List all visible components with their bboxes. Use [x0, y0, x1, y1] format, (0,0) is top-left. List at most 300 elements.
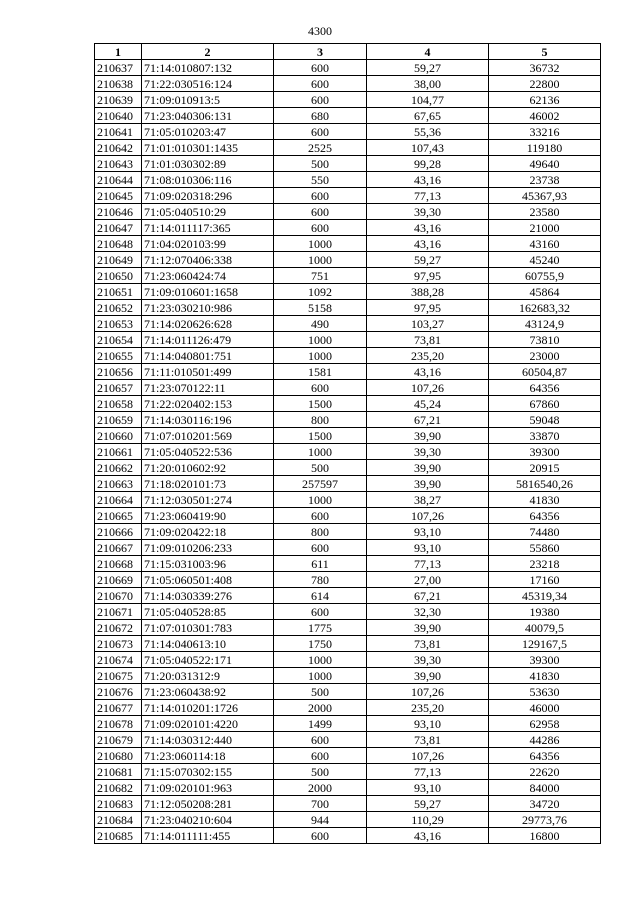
table-row [95, 284, 601, 300]
cell-amount-value: 64356 [489, 380, 601, 396]
cell-area-value: 1000 [274, 332, 367, 348]
cell-rate-value: 73,81 [367, 332, 489, 348]
cell-cadastral-code: 71:09:020422:18 [142, 524, 274, 540]
cell-amount-value: 21000 [489, 220, 601, 236]
table-row [95, 748, 601, 764]
table-row [95, 236, 601, 252]
cell-amount-value: 16800 [489, 828, 601, 844]
table-row [95, 172, 601, 188]
cell-row-number: 210662 [95, 460, 142, 476]
cell-rate-value: 39,90 [367, 428, 489, 444]
cell-area-value: 2000 [274, 700, 367, 716]
table-row [95, 828, 601, 844]
table-row [95, 268, 601, 284]
cell-row-number: 210685 [95, 828, 142, 844]
header-col-5: 5 [489, 44, 601, 60]
cell-rate-value: 39,90 [367, 476, 489, 492]
cell-cadastral-code: 71:05:060501:408 [142, 572, 274, 588]
table-row [95, 700, 601, 716]
cell-row-number: 210681 [95, 764, 142, 780]
cell-row-number: 210683 [95, 796, 142, 812]
cell-cadastral-code: 71:09:010601:1658 [142, 284, 274, 300]
cell-amount-value: 59048 [489, 412, 601, 428]
cell-row-number: 210646 [95, 204, 142, 220]
cell-row-number: 210655 [95, 348, 142, 364]
cell-cadastral-code: 71:09:020318:296 [142, 188, 274, 204]
cell-area-value: 614 [274, 588, 367, 604]
cell-amount-value: 34720 [489, 796, 601, 812]
cell-amount-value: 41830 [489, 492, 601, 508]
cell-rate-value: 97,95 [367, 300, 489, 316]
header-col-1: 1 [95, 44, 142, 60]
table-row [95, 796, 601, 812]
cell-rate-value: 27,00 [367, 572, 489, 588]
cell-cadastral-code: 71:08:010306:116 [142, 172, 274, 188]
cell-area-value: 1775 [274, 620, 367, 636]
cell-cadastral-code: 71:20:031312:9 [142, 668, 274, 684]
cell-cadastral-code: 71:12:070406:338 [142, 252, 274, 268]
header-col-4: 4 [367, 44, 489, 60]
cell-cadastral-code: 71:14:010201:1726 [142, 700, 274, 716]
cell-row-number: 210679 [95, 732, 142, 748]
cell-rate-value: 93,10 [367, 780, 489, 796]
table-row [95, 636, 601, 652]
cell-row-number: 210668 [95, 556, 142, 572]
cell-cadastral-code: 71:01:030302:89 [142, 156, 274, 172]
table-row [95, 108, 601, 124]
cell-area-value: 1581 [274, 364, 367, 380]
cell-cadastral-code: 71:23:070122:11 [142, 380, 274, 396]
cell-rate-value: 235,20 [367, 348, 489, 364]
cell-area-value: 600 [274, 76, 367, 92]
cell-rate-value: 107,26 [367, 684, 489, 700]
cell-rate-value: 39,90 [367, 620, 489, 636]
cell-rate-value: 45,24 [367, 396, 489, 412]
cell-amount-value: 62136 [489, 92, 601, 108]
cell-row-number: 210664 [95, 492, 142, 508]
cell-area-value: 780 [274, 572, 367, 588]
cell-area-value: 2525 [274, 140, 367, 156]
table-row [95, 716, 601, 732]
cell-rate-value: 67,65 [367, 108, 489, 124]
cell-area-value: 600 [274, 124, 367, 140]
cell-cadastral-code: 71:01:010301:1435 [142, 140, 274, 156]
cell-row-number: 210649 [95, 252, 142, 268]
table-row [95, 380, 601, 396]
cell-amount-value: 22620 [489, 764, 601, 780]
cell-area-value: 1499 [274, 716, 367, 732]
cell-area-value: 500 [274, 156, 367, 172]
cell-cadastral-code: 71:07:010301:783 [142, 620, 274, 636]
table-row [95, 220, 601, 236]
table-row [95, 524, 601, 540]
cell-row-number: 210671 [95, 604, 142, 620]
cell-amount-value: 20915 [489, 460, 601, 476]
cell-cadastral-code: 71:05:040522:171 [142, 652, 274, 668]
cell-row-number: 210663 [95, 476, 142, 492]
cell-cadastral-code: 71:23:060114:18 [142, 748, 274, 764]
cell-cadastral-code: 71:18:020101:73 [142, 476, 274, 492]
table-row [95, 300, 601, 316]
cell-rate-value: 43,16 [367, 220, 489, 236]
cell-area-value: 1092 [274, 284, 367, 300]
cell-rate-value: 43,16 [367, 172, 489, 188]
cell-area-value: 600 [274, 220, 367, 236]
cell-area-value: 500 [274, 764, 367, 780]
cell-area-value: 1500 [274, 396, 367, 412]
cell-amount-value: 84000 [489, 780, 601, 796]
cell-amount-value: 29773,76 [489, 812, 601, 828]
table-row [95, 348, 601, 364]
cell-rate-value: 93,10 [367, 540, 489, 556]
table-row [95, 444, 601, 460]
cell-area-value: 600 [274, 92, 367, 108]
cell-cadastral-code: 71:05:040528:85 [142, 604, 274, 620]
cell-area-value: 1000 [274, 492, 367, 508]
cell-cadastral-code: 71:23:060424:74 [142, 268, 274, 284]
cell-amount-value: 55860 [489, 540, 601, 556]
cell-area-value: 600 [274, 204, 367, 220]
cell-amount-value: 5816540,26 [489, 476, 601, 492]
cell-rate-value: 73,81 [367, 636, 489, 652]
cell-amount-value: 36732 [489, 60, 601, 76]
cell-area-value: 500 [274, 460, 367, 476]
cell-cadastral-code: 71:14:010807:132 [142, 60, 274, 76]
cell-area-value: 680 [274, 108, 367, 124]
cell-cadastral-code: 71:07:010201:569 [142, 428, 274, 444]
cell-rate-value: 77,13 [367, 764, 489, 780]
cell-area-value: 1000 [274, 236, 367, 252]
table-row [95, 604, 601, 620]
cell-area-value: 600 [274, 828, 367, 844]
cell-row-number: 210680 [95, 748, 142, 764]
table-row [95, 140, 601, 156]
cell-amount-value: 73810 [489, 332, 601, 348]
cell-rate-value: 93,10 [367, 524, 489, 540]
cell-area-value: 490 [274, 316, 367, 332]
cell-amount-value: 23580 [489, 204, 601, 220]
cell-cadastral-code: 71:09:020101:4220 [142, 716, 274, 732]
cell-cadastral-code: 71:15:070302:155 [142, 764, 274, 780]
table-body [95, 60, 601, 844]
cell-area-value: 600 [274, 540, 367, 556]
cell-row-number: 210643 [95, 156, 142, 172]
cell-rate-value: 59,27 [367, 60, 489, 76]
cell-row-number: 210673 [95, 636, 142, 652]
cell-amount-value: 22800 [489, 76, 601, 92]
cell-area-value: 1000 [274, 444, 367, 460]
cell-cadastral-code: 71:14:020626:628 [142, 316, 274, 332]
page-number: 4300 [308, 24, 332, 38]
cell-row-number: 210657 [95, 380, 142, 396]
cell-amount-value: 40079,5 [489, 620, 601, 636]
cell-area-value: 257597 [274, 476, 367, 492]
cell-area-value: 800 [274, 524, 367, 540]
cell-cadastral-code: 71:20:010602:92 [142, 460, 274, 476]
cell-amount-value: 45864 [489, 284, 601, 300]
cell-row-number: 210656 [95, 364, 142, 380]
cell-rate-value: 38,27 [367, 492, 489, 508]
table-row [95, 332, 601, 348]
cell-cadastral-code: 71:14:030339:276 [142, 588, 274, 604]
table-row [95, 92, 601, 108]
table-row [95, 60, 601, 76]
cell-area-value: 2000 [274, 780, 367, 796]
cell-row-number: 210670 [95, 588, 142, 604]
cell-area-value: 500 [274, 684, 367, 700]
cell-row-number: 210678 [95, 716, 142, 732]
cell-amount-value: 23218 [489, 556, 601, 572]
cell-cadastral-code: 71:15:031003:96 [142, 556, 274, 572]
cell-row-number: 210647 [95, 220, 142, 236]
cell-area-value: 751 [274, 268, 367, 284]
table-row [95, 540, 601, 556]
table-row [95, 620, 601, 636]
cell-amount-value: 44286 [489, 732, 601, 748]
table-row [95, 428, 601, 444]
cell-area-value: 600 [274, 188, 367, 204]
cell-area-value: 1000 [274, 252, 367, 268]
cell-rate-value: 39,30 [367, 204, 489, 220]
cell-amount-value: 41830 [489, 668, 601, 684]
cell-row-number: 210642 [95, 140, 142, 156]
cell-rate-value: 107,43 [367, 140, 489, 156]
cell-row-number: 210661 [95, 444, 142, 460]
cell-row-number: 210658 [95, 396, 142, 412]
table-row [95, 412, 601, 428]
cell-amount-value: 129167,5 [489, 636, 601, 652]
cell-area-value: 600 [274, 508, 367, 524]
cell-rate-value: 39,30 [367, 444, 489, 460]
cell-row-number: 210676 [95, 684, 142, 700]
cell-row-number: 210651 [95, 284, 142, 300]
table-row [95, 204, 601, 220]
cell-cadastral-code: 71:09:010206:233 [142, 540, 274, 556]
table-row [95, 396, 601, 412]
cell-row-number: 210648 [95, 236, 142, 252]
header-col-3: 3 [274, 44, 367, 60]
cell-row-number: 210653 [95, 316, 142, 332]
cell-rate-value: 39,90 [367, 668, 489, 684]
header-row [95, 44, 601, 60]
cell-amount-value: 64356 [489, 748, 601, 764]
cell-amount-value: 33870 [489, 428, 601, 444]
cell-rate-value: 43,16 [367, 236, 489, 252]
cell-row-number: 210638 [95, 76, 142, 92]
cell-row-number: 210682 [95, 780, 142, 796]
cell-amount-value: 53630 [489, 684, 601, 700]
table-row [95, 668, 601, 684]
cell-amount-value: 45367,93 [489, 188, 601, 204]
cell-cadastral-code: 71:22:020402:153 [142, 396, 274, 412]
table-row [95, 652, 601, 668]
cell-amount-value: 45319,34 [489, 588, 601, 604]
cell-rate-value: 107,26 [367, 748, 489, 764]
cell-rate-value: 235,20 [367, 700, 489, 716]
cell-rate-value: 388,28 [367, 284, 489, 300]
cell-rate-value: 43,16 [367, 828, 489, 844]
table-row [95, 124, 601, 140]
cell-rate-value: 110,29 [367, 812, 489, 828]
cell-cadastral-code: 71:04:020103:99 [142, 236, 274, 252]
cell-cadastral-code: 71:05:040522:536 [142, 444, 274, 460]
cell-cadastral-code: 71:11:010501:499 [142, 364, 274, 380]
cell-cadastral-code: 71:12:050208:281 [142, 796, 274, 812]
cell-amount-value: 162683,32 [489, 300, 601, 316]
cell-rate-value: 107,26 [367, 508, 489, 524]
cell-area-value: 600 [274, 380, 367, 396]
cell-amount-value: 43160 [489, 236, 601, 252]
cell-rate-value: 39,30 [367, 652, 489, 668]
table-header [95, 44, 601, 60]
table-row [95, 76, 601, 92]
cell-cadastral-code: 71:23:040306:131 [142, 108, 274, 124]
cell-amount-value: 46002 [489, 108, 601, 124]
cell-amount-value: 60504,87 [489, 364, 601, 380]
table-row [95, 764, 601, 780]
cell-row-number: 210669 [95, 572, 142, 588]
cell-row-number: 210654 [95, 332, 142, 348]
cell-rate-value: 67,21 [367, 412, 489, 428]
table-row [95, 188, 601, 204]
cell-area-value: 1500 [274, 428, 367, 444]
cell-row-number: 210644 [95, 172, 142, 188]
cell-rate-value: 32,30 [367, 604, 489, 620]
cell-cadastral-code: 71:23:060419:90 [142, 508, 274, 524]
cell-cadastral-code: 71:09:020101:963 [142, 780, 274, 796]
cell-area-value: 550 [274, 172, 367, 188]
cell-row-number: 210652 [95, 300, 142, 316]
cell-amount-value: 46000 [489, 700, 601, 716]
cell-cadastral-code: 71:14:040613:10 [142, 636, 274, 652]
table-row [95, 732, 601, 748]
cell-amount-value: 49640 [489, 156, 601, 172]
table-row [95, 252, 601, 268]
cell-area-value: 700 [274, 796, 367, 812]
cell-rate-value: 73,81 [367, 732, 489, 748]
cell-rate-value: 93,10 [367, 716, 489, 732]
cell-cadastral-code: 71:14:011117:365 [142, 220, 274, 236]
cell-area-value: 600 [274, 604, 367, 620]
header-col-2: 2 [142, 44, 274, 60]
cell-row-number: 210645 [95, 188, 142, 204]
table-row [95, 508, 601, 524]
cell-cadastral-code: 71:14:040801:751 [142, 348, 274, 364]
cell-cadastral-code: 71:23:040210:604 [142, 812, 274, 828]
cell-cadastral-code: 71:23:060438:92 [142, 684, 274, 700]
cell-row-number: 210677 [95, 700, 142, 716]
cell-area-value: 600 [274, 60, 367, 76]
table-row [95, 556, 601, 572]
cell-row-number: 210659 [95, 412, 142, 428]
table-row [95, 364, 601, 380]
cell-area-value: 944 [274, 812, 367, 828]
cell-row-number: 210650 [95, 268, 142, 284]
cell-amount-value: 64356 [489, 508, 601, 524]
cell-row-number: 210667 [95, 540, 142, 556]
cell-rate-value: 97,95 [367, 268, 489, 284]
cell-row-number: 210672 [95, 620, 142, 636]
cell-cadastral-code: 71:14:011126:479 [142, 332, 274, 348]
cell-area-value: 600 [274, 748, 367, 764]
cell-amount-value: 33216 [489, 124, 601, 140]
cell-cadastral-code: 71:14:011111:455 [142, 828, 274, 844]
cell-area-value: 1000 [274, 668, 367, 684]
cell-cadastral-code: 71:14:030116:196 [142, 412, 274, 428]
cell-amount-value: 45240 [489, 252, 601, 268]
cell-row-number: 210675 [95, 668, 142, 684]
cell-rate-value: 104,77 [367, 92, 489, 108]
cell-amount-value: 39300 [489, 652, 601, 668]
cell-area-value: 1750 [274, 636, 367, 652]
table-row [95, 316, 601, 332]
table-row [95, 476, 601, 492]
cell-amount-value: 23000 [489, 348, 601, 364]
cell-row-number: 210666 [95, 524, 142, 540]
cell-row-number: 210639 [95, 92, 142, 108]
cell-cadastral-code: 71:23:030210:986 [142, 300, 274, 316]
cell-amount-value: 17160 [489, 572, 601, 588]
cell-cadastral-code: 71:09:010913:5 [142, 92, 274, 108]
cell-area-value: 1000 [274, 348, 367, 364]
cell-cadastral-code: 71:05:010203:47 [142, 124, 274, 140]
table-row [95, 156, 601, 172]
cell-cadastral-code: 71:12:030501:274 [142, 492, 274, 508]
cell-amount-value: 60755,9 [489, 268, 601, 284]
cell-row-number: 210660 [95, 428, 142, 444]
cell-rate-value: 103,27 [367, 316, 489, 332]
cell-amount-value: 19380 [489, 604, 601, 620]
cell-rate-value: 107,26 [367, 380, 489, 396]
table-row [95, 812, 601, 828]
cell-rate-value: 55,36 [367, 124, 489, 140]
cell-amount-value: 23738 [489, 172, 601, 188]
cell-area-value: 1000 [274, 652, 367, 668]
cell-row-number: 210665 [95, 508, 142, 524]
cell-amount-value: 74480 [489, 524, 601, 540]
cell-row-number: 210640 [95, 108, 142, 124]
table-row [95, 588, 601, 604]
cell-rate-value: 67,21 [367, 588, 489, 604]
table-row [95, 572, 601, 588]
cell-area-value: 600 [274, 732, 367, 748]
table-row [95, 460, 601, 476]
cell-row-number: 210674 [95, 652, 142, 668]
cell-row-number: 210641 [95, 124, 142, 140]
cell-cadastral-code: 71:05:040510:29 [142, 204, 274, 220]
table-row [95, 780, 601, 796]
cell-rate-value: 99,28 [367, 156, 489, 172]
cell-rate-value: 59,27 [367, 796, 489, 812]
cell-rate-value: 39,90 [367, 460, 489, 476]
cell-cadastral-code: 71:22:030516:124 [142, 76, 274, 92]
cell-row-number: 210637 [95, 60, 142, 76]
cell-rate-value: 38,00 [367, 76, 489, 92]
cell-amount-value: 43124,9 [489, 316, 601, 332]
cell-area-value: 800 [274, 412, 367, 428]
table-row [95, 684, 601, 700]
cadastral-table [94, 43, 601, 844]
cell-rate-value: 77,13 [367, 188, 489, 204]
cell-row-number: 210684 [95, 812, 142, 828]
cell-cadastral-code: 71:14:030312:440 [142, 732, 274, 748]
cell-rate-value: 77,13 [367, 556, 489, 572]
cell-amount-value: 67860 [489, 396, 601, 412]
cell-amount-value: 119180 [489, 140, 601, 156]
cell-amount-value: 62958 [489, 716, 601, 732]
table-row [95, 492, 601, 508]
cell-rate-value: 59,27 [367, 252, 489, 268]
